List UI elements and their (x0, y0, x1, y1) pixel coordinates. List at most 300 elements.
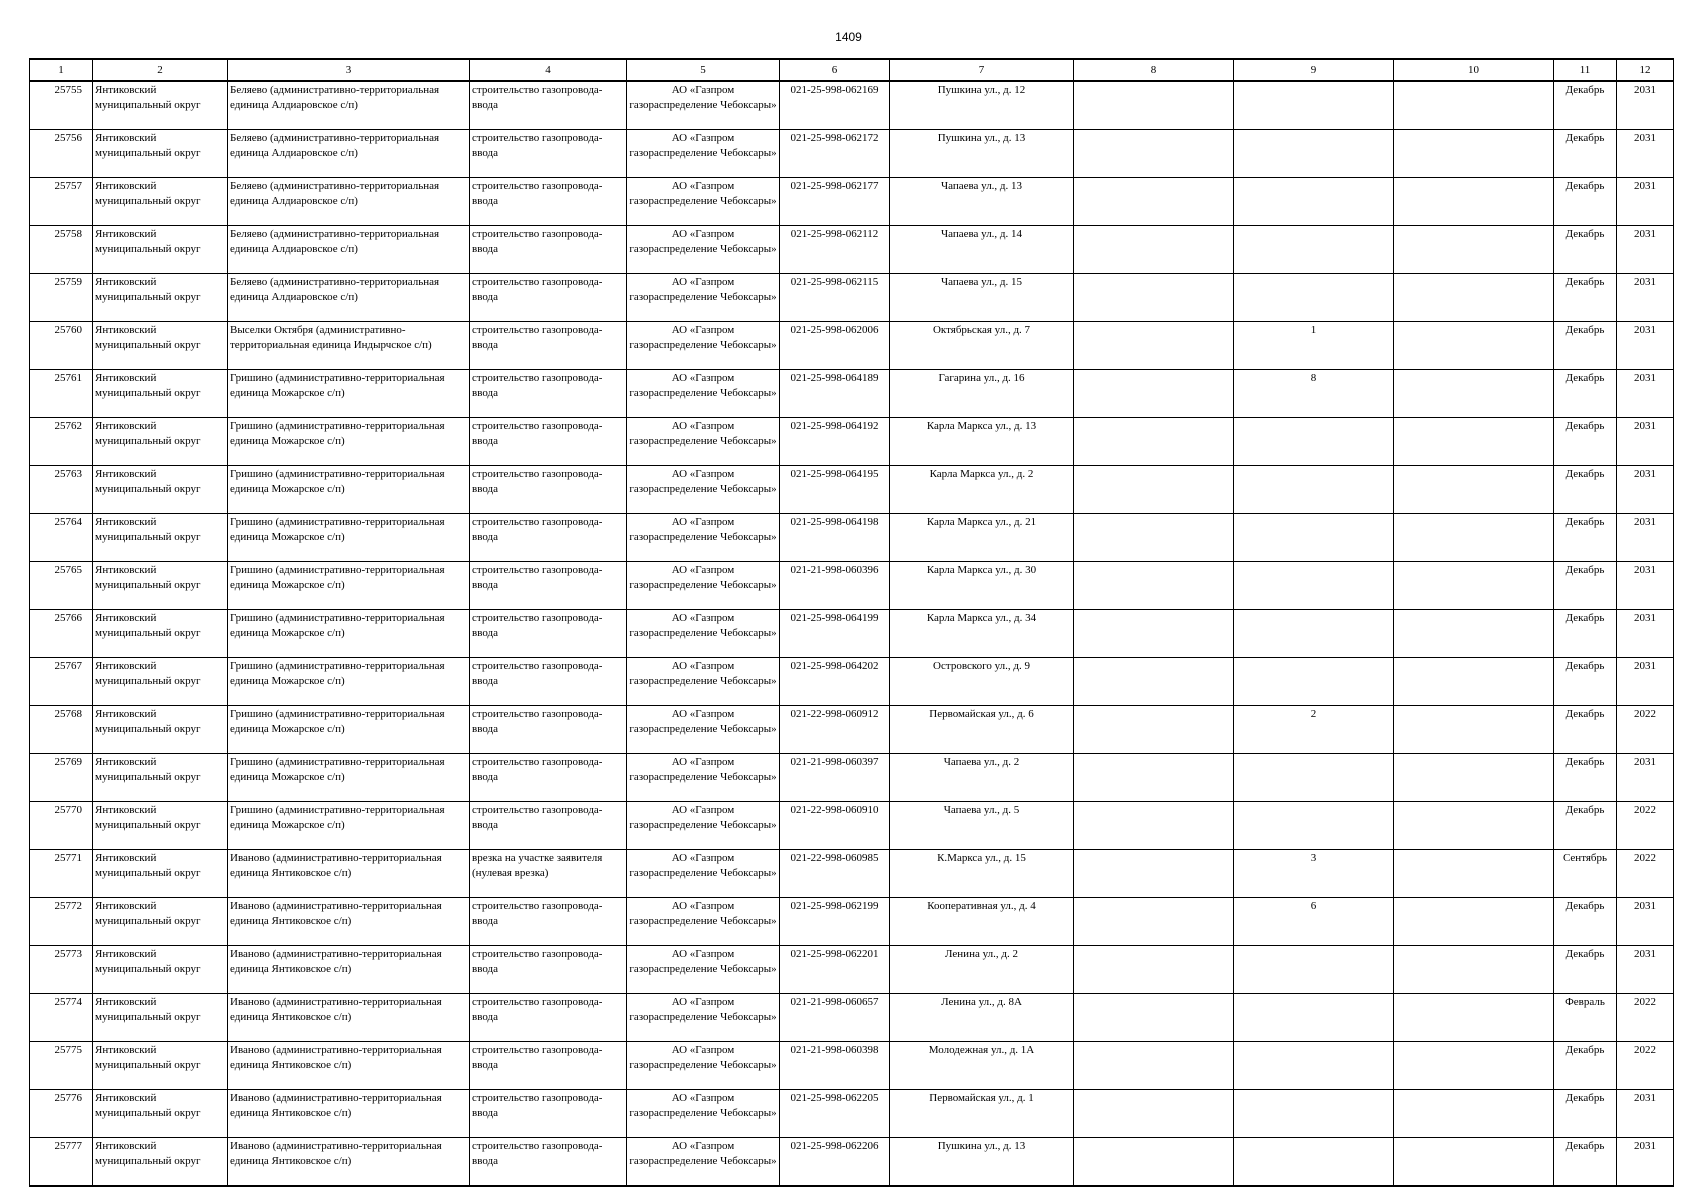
month-cell: Декабрь (1554, 1138, 1617, 1187)
request-code-cell: 021-25-998-062205 (780, 1090, 890, 1138)
address-cell: Карла Маркса ул., д. 30 (890, 562, 1074, 610)
month-cell: Декабрь (1554, 658, 1617, 706)
column-10-cell (1394, 658, 1554, 706)
locality-cell: Гришино (административно-территориальная единица Можарское с/п) (228, 370, 470, 418)
column-header: 4 (470, 59, 627, 81)
locality-cell: Гришино (административно-территориальная единица Можарское с/п) (228, 754, 470, 802)
address-cell: Карла Маркса ул., д. 21 (890, 514, 1074, 562)
organization-cell: АО «Газпром газораспределение Чебоксары» (627, 754, 780, 802)
year-cell: 2022 (1617, 706, 1674, 754)
column-9-cell (1234, 562, 1394, 610)
locality-cell: Гришино (административно-территориальная единица Можарское с/п) (228, 466, 470, 514)
column-9-cell: 1 (1234, 322, 1394, 370)
work-type-cell: строительство газопровода-ввода (470, 562, 627, 610)
column-9-cell (1234, 754, 1394, 802)
column-8-cell (1074, 1042, 1234, 1090)
locality-cell: Гришино (административно-территориальная единица Можарское с/п) (228, 802, 470, 850)
column-9-cell: 8 (1234, 370, 1394, 418)
district-cell: Янтиковский муниципальный округ (93, 1042, 228, 1090)
column-8-cell (1074, 274, 1234, 322)
column-9-cell (1234, 81, 1394, 130)
row-number-cell: 25771 (30, 850, 93, 898)
district-cell: Янтиковский муниципальный округ (93, 274, 228, 322)
request-code-cell: 021-25-998-062177 (780, 178, 890, 226)
column-header: 5 (627, 59, 780, 81)
column-header: 3 (228, 59, 470, 81)
column-8-cell (1074, 418, 1234, 466)
column-9-cell (1234, 994, 1394, 1042)
table-row (30, 754, 1674, 802)
organization-cell: АО «Газпром газораспределение Чебоксары» (627, 610, 780, 658)
column-8-cell (1074, 850, 1234, 898)
year-cell: 2031 (1617, 226, 1674, 274)
address-cell: Первомайская ул., д. 6 (890, 706, 1074, 754)
address-cell: Пушкина ул., д. 12 (890, 81, 1074, 130)
address-cell: Карла Маркса ул., д. 34 (890, 610, 1074, 658)
month-cell: Декабрь (1554, 466, 1617, 514)
year-cell: 2031 (1617, 754, 1674, 802)
locality-cell: Беляево (административно-территориальная единица Алдиаровское с/п) (228, 178, 470, 226)
column-header: 6 (780, 59, 890, 81)
district-cell: Янтиковский муниципальный округ (93, 562, 228, 610)
address-cell: Первомайская ул., д. 1 (890, 1090, 1074, 1138)
table-row (30, 946, 1674, 994)
column-9-cell (1234, 274, 1394, 322)
month-cell: Сентябрь (1554, 850, 1617, 898)
table-row (30, 130, 1674, 178)
year-cell: 2022 (1617, 1042, 1674, 1090)
request-code-cell: 021-21-998-060398 (780, 1042, 890, 1090)
column-10-cell (1394, 130, 1554, 178)
table-row (30, 1042, 1674, 1090)
work-type-cell: строительство газопровода-ввода (470, 274, 627, 322)
column-10-cell (1394, 466, 1554, 514)
month-cell: Декабрь (1554, 322, 1617, 370)
work-type-cell: строительство газопровода-ввода (470, 322, 627, 370)
district-cell: Янтиковский муниципальный округ (93, 946, 228, 994)
work-type-cell: строительство газопровода-ввода (470, 178, 627, 226)
year-cell: 2031 (1617, 1138, 1674, 1187)
address-cell: Карла Маркса ул., д. 2 (890, 466, 1074, 514)
address-cell: Чапаева ул., д. 13 (890, 178, 1074, 226)
table-row (30, 802, 1674, 850)
work-type-cell: строительство газопровода-ввода (470, 706, 627, 754)
column-9-cell: 3 (1234, 850, 1394, 898)
column-8-cell (1074, 946, 1234, 994)
district-cell: Янтиковский муниципальный округ (93, 370, 228, 418)
column-9-cell (1234, 658, 1394, 706)
month-cell: Декабрь (1554, 1090, 1617, 1138)
column-10-cell (1394, 418, 1554, 466)
column-8-cell (1074, 994, 1234, 1042)
column-header: 2 (93, 59, 228, 81)
address-cell: Чапаева ул., д. 2 (890, 754, 1074, 802)
row-number-cell: 25769 (30, 754, 93, 802)
organization-cell: АО «Газпром газораспределение Чебоксары» (627, 466, 780, 514)
year-cell: 2031 (1617, 610, 1674, 658)
work-type-cell: строительство газопровода-ввода (470, 898, 627, 946)
request-code-cell: 021-25-998-062115 (780, 274, 890, 322)
column-10-cell (1394, 178, 1554, 226)
row-number-cell: 25763 (30, 466, 93, 514)
work-type-cell: строительство газопровода-ввода (470, 1042, 627, 1090)
year-cell: 2031 (1617, 274, 1674, 322)
request-code-cell: 021-25-998-062172 (780, 130, 890, 178)
year-cell: 2031 (1617, 514, 1674, 562)
column-10-cell (1394, 370, 1554, 418)
organization-cell: АО «Газпром газораспределение Чебоксары» (627, 562, 780, 610)
column-8-cell (1074, 178, 1234, 226)
organization-cell: АО «Газпром газораспределение Чебоксары» (627, 1138, 780, 1187)
row-number-cell: 25761 (30, 370, 93, 418)
row-number-cell: 25767 (30, 658, 93, 706)
locality-cell: Иваново (административно-территориальная единица Янтиковское с/п) (228, 1042, 470, 1090)
column-10-cell (1394, 850, 1554, 898)
column-10-cell (1394, 226, 1554, 274)
request-code-cell: 021-25-998-064192 (780, 418, 890, 466)
table-row (30, 1138, 1674, 1187)
row-number-cell: 25756 (30, 130, 93, 178)
column-8-cell (1074, 898, 1234, 946)
work-type-cell: строительство газопровода-ввода (470, 994, 627, 1042)
gasification-table (29, 58, 1674, 1187)
column-10-cell (1394, 754, 1554, 802)
address-cell: Чапаева ул., д. 15 (890, 274, 1074, 322)
organization-cell: АО «Газпром газораспределение Чебоксары» (627, 994, 780, 1042)
column-10-cell (1394, 1138, 1554, 1187)
column-header: 7 (890, 59, 1074, 81)
district-cell: Янтиковский муниципальный округ (93, 130, 228, 178)
locality-cell: Беляево (административно-территориальная единица Алдиаровское с/п) (228, 274, 470, 322)
column-10-cell (1394, 610, 1554, 658)
year-cell: 2031 (1617, 418, 1674, 466)
month-cell: Декабрь (1554, 1042, 1617, 1090)
row-number-cell: 25777 (30, 1138, 93, 1187)
year-cell: 2031 (1617, 322, 1674, 370)
year-cell: 2031 (1617, 178, 1674, 226)
request-code-cell: 021-25-998-062206 (780, 1138, 890, 1187)
month-cell: Декабрь (1554, 178, 1617, 226)
year-cell: 2031 (1617, 81, 1674, 130)
work-type-cell: строительство газопровода-ввода (470, 946, 627, 994)
month-cell: Декабрь (1554, 514, 1617, 562)
organization-cell: АО «Газпром газораспределение Чебоксары» (627, 130, 780, 178)
district-cell: Янтиковский муниципальный округ (93, 658, 228, 706)
request-code-cell: 021-25-998-064198 (780, 514, 890, 562)
column-9-cell (1234, 802, 1394, 850)
organization-cell: АО «Газпром газораспределение Чебоксары» (627, 418, 780, 466)
month-cell: Декабрь (1554, 274, 1617, 322)
organization-cell: АО «Газпром газораспределение Чебоксары» (627, 898, 780, 946)
organization-cell: АО «Газпром газораспределение Чебоксары» (627, 658, 780, 706)
address-cell: Молодежная ул., д. 1А (890, 1042, 1074, 1090)
address-cell: Октябрьская ул., д. 7 (890, 322, 1074, 370)
column-9-cell (1234, 418, 1394, 466)
column-10-cell (1394, 994, 1554, 1042)
work-type-cell: строительство газопровода-ввода (470, 1090, 627, 1138)
column-8-cell (1074, 81, 1234, 130)
row-number-cell: 25773 (30, 946, 93, 994)
address-cell: Кооперативная ул., д. 4 (890, 898, 1074, 946)
district-cell: Янтиковский муниципальный округ (93, 466, 228, 514)
work-type-cell: строительство газопровода-ввода (470, 658, 627, 706)
request-code-cell: 021-21-998-060396 (780, 562, 890, 610)
request-code-cell: 021-22-998-060985 (780, 850, 890, 898)
table-row (30, 610, 1674, 658)
column-8-cell (1074, 514, 1234, 562)
column-9-cell: 2 (1234, 706, 1394, 754)
row-number-cell: 25766 (30, 610, 93, 658)
locality-cell: Иваново (административно-территориальная единица Янтиковское с/п) (228, 1138, 470, 1187)
table-row (30, 322, 1674, 370)
work-type-cell: строительство газопровода-ввода (470, 81, 627, 130)
address-cell: Ленина ул., д. 2 (890, 946, 1074, 994)
row-number-cell: 25765 (30, 562, 93, 610)
work-type-cell: строительство газопровода-ввода (470, 130, 627, 178)
address-cell: Пушкина ул., д. 13 (890, 130, 1074, 178)
year-cell: 2022 (1617, 802, 1674, 850)
month-cell: Декабрь (1554, 81, 1617, 130)
district-cell: Янтиковский муниципальный округ (93, 322, 228, 370)
district-cell: Янтиковский муниципальный округ (93, 1090, 228, 1138)
district-cell: Янтиковский муниципальный округ (93, 418, 228, 466)
year-cell: 2031 (1617, 466, 1674, 514)
request-code-cell: 021-25-998-062169 (780, 81, 890, 130)
month-cell: Декабрь (1554, 946, 1617, 994)
organization-cell: АО «Газпром газораспределение Чебоксары» (627, 322, 780, 370)
column-10-cell (1394, 1090, 1554, 1138)
column-8-cell (1074, 706, 1234, 754)
column-8-cell (1074, 754, 1234, 802)
work-type-cell: строительство газопровода-ввода (470, 514, 627, 562)
locality-cell: Беляево (административно-территориальная единица Алдиаровское с/п) (228, 226, 470, 274)
column-9-cell (1234, 130, 1394, 178)
work-type-cell: строительство газопровода-ввода (470, 610, 627, 658)
month-cell: Декабрь (1554, 754, 1617, 802)
locality-cell: Иваново (административно-территориальная единица Янтиковское с/п) (228, 850, 470, 898)
column-9-cell (1234, 178, 1394, 226)
column-9-cell (1234, 514, 1394, 562)
request-code-cell: 021-22-998-060912 (780, 706, 890, 754)
locality-cell: Гришино (административно-территориальная единица Можарское с/п) (228, 658, 470, 706)
work-type-cell: строительство газопровода-ввода (470, 418, 627, 466)
locality-cell: Гришино (административно-территориальная единица Можарское с/п) (228, 514, 470, 562)
locality-cell: Выселки Октября (административно-территориальная единица Индырчское с/п) (228, 322, 470, 370)
column-10-cell (1394, 946, 1554, 994)
locality-cell: Беляево (административно-территориальная единица Алдиаровское с/п) (228, 130, 470, 178)
column-header: 9 (1234, 59, 1394, 81)
table-row (30, 562, 1674, 610)
request-code-cell: 021-22-998-060910 (780, 802, 890, 850)
column-8-cell (1074, 370, 1234, 418)
organization-cell: АО «Газпром газораспределение Чебоксары» (627, 274, 780, 322)
locality-cell: Иваново (административно-территориальная единица Янтиковское с/п) (228, 1090, 470, 1138)
month-cell: Декабрь (1554, 370, 1617, 418)
column-9-cell (1234, 1138, 1394, 1187)
column-header: 1 (30, 59, 93, 81)
month-cell: Декабрь (1554, 706, 1617, 754)
row-number-cell: 25764 (30, 514, 93, 562)
address-cell: Пушкина ул., д. 13 (890, 1138, 1074, 1187)
column-10-cell (1394, 706, 1554, 754)
organization-cell: АО «Газпром газораспределение Чебоксары» (627, 81, 780, 130)
work-type-cell: строительство газопровода-ввода (470, 802, 627, 850)
work-type-cell: строительство газопровода-ввода (470, 226, 627, 274)
year-cell: 2031 (1617, 946, 1674, 994)
row-number-cell: 25774 (30, 994, 93, 1042)
request-code-cell: 021-25-998-064199 (780, 610, 890, 658)
district-cell: Янтиковский муниципальный округ (93, 226, 228, 274)
column-header: 10 (1394, 59, 1554, 81)
district-cell: Янтиковский муниципальный округ (93, 898, 228, 946)
column-8-cell (1074, 1138, 1234, 1187)
address-cell: Карла Маркса ул., д. 13 (890, 418, 1074, 466)
address-cell: К.Маркса ул., д. 15 (890, 850, 1074, 898)
column-10-cell (1394, 322, 1554, 370)
district-cell: Янтиковский муниципальный округ (93, 802, 228, 850)
column-9-cell: 6 (1234, 898, 1394, 946)
request-code-cell: 021-25-998-064195 (780, 466, 890, 514)
column-8-cell (1074, 466, 1234, 514)
column-10-cell (1394, 514, 1554, 562)
district-cell: Янтиковский муниципальный округ (93, 1138, 228, 1187)
request-code-cell: 021-25-998-064189 (780, 370, 890, 418)
table-row (30, 178, 1674, 226)
column-8-cell (1074, 562, 1234, 610)
organization-cell: АО «Газпром газораспределение Чебоксары» (627, 850, 780, 898)
column-10-cell (1394, 274, 1554, 322)
locality-cell: Гришино (административно-территориальная единица Можарское с/п) (228, 418, 470, 466)
column-8-cell (1074, 322, 1234, 370)
month-cell: Февраль (1554, 994, 1617, 1042)
row-number-cell: 25768 (30, 706, 93, 754)
table-row (30, 370, 1674, 418)
organization-cell: АО «Газпром газораспределение Чебоксары» (627, 1090, 780, 1138)
organization-cell: АО «Газпром газораспределение Чебоксары» (627, 1042, 780, 1090)
request-code-cell: 021-21-998-060657 (780, 994, 890, 1042)
table-row (30, 81, 1674, 130)
table-row (30, 994, 1674, 1042)
column-9-cell (1234, 1090, 1394, 1138)
column-10-cell (1394, 1042, 1554, 1090)
header-row (30, 59, 1674, 81)
work-type-cell: строительство газопровода-ввода (470, 754, 627, 802)
table-row (30, 658, 1674, 706)
organization-cell: АО «Газпром газораспределение Чебоксары» (627, 370, 780, 418)
organization-cell: АО «Газпром газораспределение Чебоксары» (627, 178, 780, 226)
locality-cell: Иваново (административно-территориальная единица Янтиковское с/п) (228, 994, 470, 1042)
row-number-cell: 25762 (30, 418, 93, 466)
request-code-cell: 021-25-998-064202 (780, 658, 890, 706)
work-type-cell: врезка на участке заявителя (нулевая врезка) (470, 850, 627, 898)
request-code-cell: 021-25-998-062006 (780, 322, 890, 370)
year-cell: 2031 (1617, 370, 1674, 418)
month-cell: Декабрь (1554, 802, 1617, 850)
district-cell: Янтиковский муниципальный округ (93, 994, 228, 1042)
locality-cell: Гришино (административно-территориальная единица Можарское с/п) (228, 610, 470, 658)
table-row (30, 226, 1674, 274)
column-8-cell (1074, 610, 1234, 658)
organization-cell: АО «Газпром газораспределение Чебоксары» (627, 514, 780, 562)
year-cell: 2031 (1617, 898, 1674, 946)
district-cell: Янтиковский муниципальный округ (93, 706, 228, 754)
locality-cell: Гришино (административно-территориальная единица Можарское с/п) (228, 706, 470, 754)
row-number-cell: 25775 (30, 1042, 93, 1090)
table-row (30, 514, 1674, 562)
address-cell: Чапаева ул., д. 5 (890, 802, 1074, 850)
row-number-cell: 25757 (30, 178, 93, 226)
table-row (30, 850, 1674, 898)
table-row (30, 274, 1674, 322)
column-8-cell (1074, 130, 1234, 178)
request-code-cell: 021-25-998-062201 (780, 946, 890, 994)
district-cell: Янтиковский муниципальный округ (93, 850, 228, 898)
locality-cell: Иваново (административно-территориальная единица Янтиковское с/п) (228, 898, 470, 946)
work-type-cell: строительство газопровода-ввода (470, 370, 627, 418)
column-8-cell (1074, 226, 1234, 274)
year-cell: 2031 (1617, 130, 1674, 178)
month-cell: Декабрь (1554, 226, 1617, 274)
row-number-cell: 25760 (30, 322, 93, 370)
table-row (30, 466, 1674, 514)
table-row (30, 706, 1674, 754)
column-10-cell (1394, 81, 1554, 130)
locality-cell: Беляево (административно-территориальная единица Алдиаровское с/п) (228, 81, 470, 130)
month-cell: Декабрь (1554, 130, 1617, 178)
organization-cell: АО «Газпром газораспределение Чебоксары» (627, 946, 780, 994)
row-number-cell: 25772 (30, 898, 93, 946)
locality-cell: Гришино (административно-территориальная единица Можарское с/п) (228, 562, 470, 610)
organization-cell: АО «Газпром газораспределение Чебоксары» (627, 802, 780, 850)
table-row (30, 418, 1674, 466)
column-8-cell (1074, 658, 1234, 706)
district-cell: Янтиковский муниципальный округ (93, 754, 228, 802)
month-cell: Декабрь (1554, 898, 1617, 946)
month-cell: Декабрь (1554, 610, 1617, 658)
year-cell: 2022 (1617, 994, 1674, 1042)
row-number-cell: 25776 (30, 1090, 93, 1138)
column-10-cell (1394, 898, 1554, 946)
year-cell: 2031 (1617, 1090, 1674, 1138)
work-type-cell: строительство газопровода-ввода (470, 1138, 627, 1187)
row-number-cell: 25755 (30, 81, 93, 130)
column-9-cell (1234, 226, 1394, 274)
column-9-cell (1234, 610, 1394, 658)
table-row (30, 898, 1674, 946)
month-cell: Декабрь (1554, 562, 1617, 610)
column-8-cell (1074, 1090, 1234, 1138)
address-cell: Гагарина ул., д. 16 (890, 370, 1074, 418)
column-header: 12 (1617, 59, 1674, 81)
request-code-cell: 021-25-998-062112 (780, 226, 890, 274)
row-number-cell: 25770 (30, 802, 93, 850)
year-cell: 2031 (1617, 562, 1674, 610)
table-row (30, 1090, 1674, 1138)
column-10-cell (1394, 562, 1554, 610)
organization-cell: АО «Газпром газораспределение Чебоксары» (627, 226, 780, 274)
district-cell: Янтиковский муниципальный округ (93, 81, 228, 130)
column-header: 11 (1554, 59, 1617, 81)
column-header: 8 (1074, 59, 1234, 81)
work-type-cell: строительство газопровода-ввода (470, 466, 627, 514)
column-8-cell (1074, 802, 1234, 850)
request-code-cell: 021-21-998-060397 (780, 754, 890, 802)
address-cell: Островского ул., д. 9 (890, 658, 1074, 706)
organization-cell: АО «Газпром газораспределение Чебоксары» (627, 706, 780, 754)
address-cell: Ленина ул., д. 8А (890, 994, 1074, 1042)
request-code-cell: 021-25-998-062199 (780, 898, 890, 946)
district-cell: Янтиковский муниципальный округ (93, 178, 228, 226)
